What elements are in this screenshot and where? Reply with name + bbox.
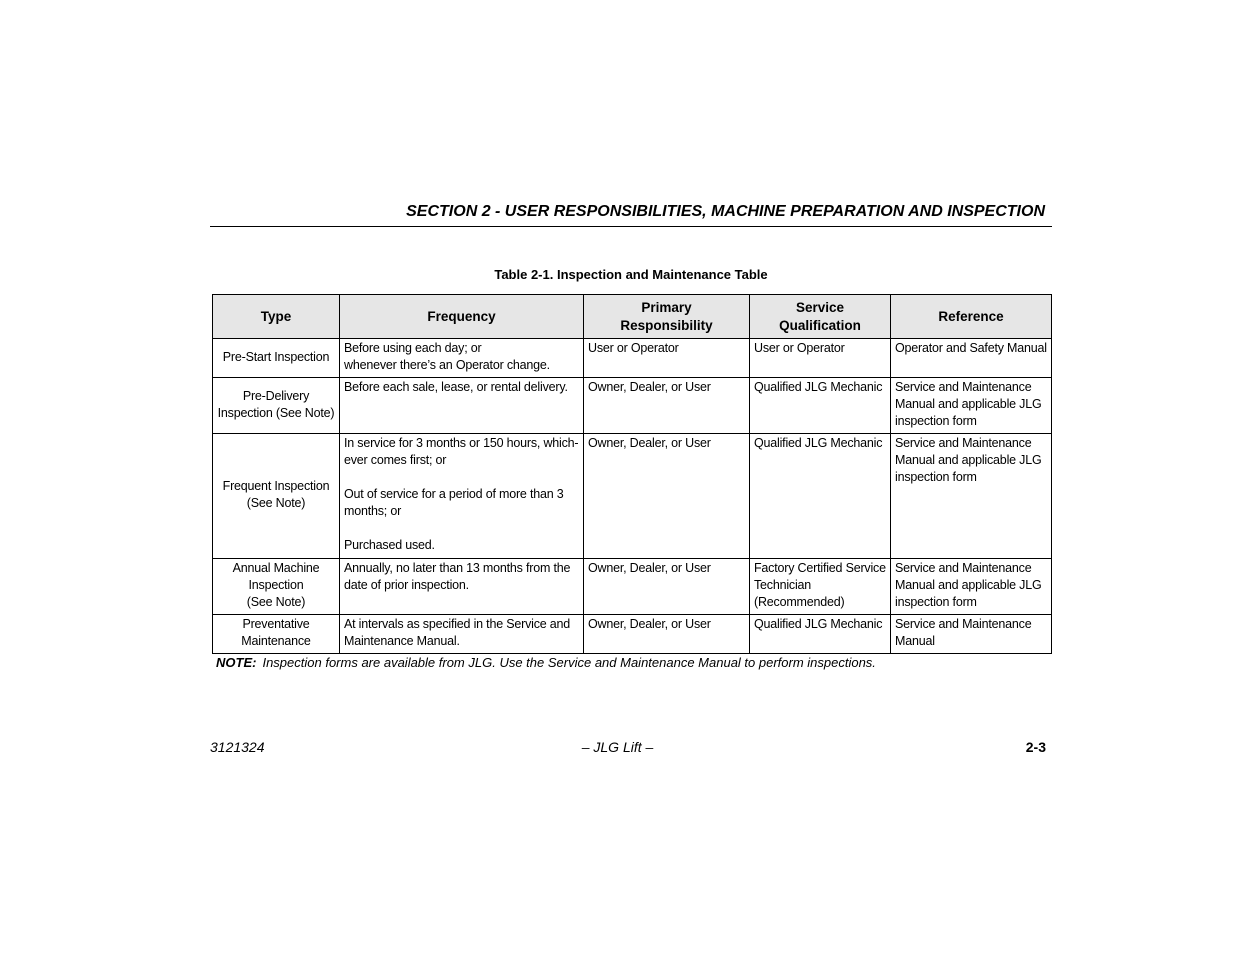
table-row	[213, 615, 1052, 654]
cell-type: Pre-Delivery Inspection (See Note)	[213, 378, 340, 434]
cell-reference: Service and Maintenance Manual and applicable JLG inspection form	[891, 559, 1052, 615]
cell-qualification: User or Operator	[750, 339, 891, 378]
column-header-reference	[891, 295, 1052, 339]
column-header-label: Primary Responsibility	[620, 299, 713, 333]
table-header-row	[213, 295, 1052, 339]
column-header-label: Service Qualification	[779, 299, 861, 333]
column-header-frequency	[340, 295, 584, 339]
cell-type: Annual Machine Inspection (See Note)	[213, 559, 340, 615]
column-header-qualification	[750, 295, 891, 339]
cell-frequency: Before each sale, lease, or rental delivery.	[340, 378, 584, 434]
cell-qualification: Factory Certified Service Technician (Recommended)	[750, 559, 891, 615]
cell-reference: Service and Maintenance Manual	[891, 615, 1052, 654]
note-text: Inspection forms are available from JLG. Use the Service and Maintenance Manual to perform inspections.	[262, 655, 876, 670]
cell-responsibility: Owner, Dealer, or User	[584, 378, 750, 434]
table-row	[213, 559, 1052, 615]
table-caption: Table 2-1. Inspection and Maintenance Table	[494, 267, 768, 282]
column-header-label: Frequency	[427, 308, 496, 324]
table-row	[213, 434, 1052, 559]
cell-qualification: Qualified JLG Mechanic	[750, 434, 891, 559]
cell-frequency: At intervals as specified in the Service and Maintenance Manual.	[340, 615, 584, 654]
cell-reference: Operator and Safety Manual	[891, 339, 1052, 378]
table-row	[213, 339, 1052, 378]
column-header-responsibility	[584, 295, 750, 339]
note-label: NOTE:	[216, 655, 257, 670]
cell-reference: Service and Maintenance Manual and applicable JLG inspection form	[891, 434, 1052, 559]
cell-type: Pre-Start Inspection	[213, 339, 340, 378]
cell-qualification: Qualified JLG Mechanic	[750, 615, 891, 654]
cell-responsibility: Owner, Dealer, or User	[584, 434, 750, 559]
section-title: SECTION 2 - USER RESPONSIBILITIES, MACHINE PREPARATION AND INSPECTION	[406, 203, 1045, 220]
cell-reference: Service and Maintenance Manual and applicable JLG inspection form	[891, 378, 1052, 434]
cell-responsibility: Owner, Dealer, or User	[584, 615, 750, 654]
inspection-maintenance-table	[212, 294, 1052, 654]
cell-frequency: Annually, no later than 13 months from the date of prior inspection.	[340, 559, 584, 615]
column-header-type	[213, 295, 340, 339]
footer-doc-number: 3121324	[210, 739, 265, 755]
column-header-label: Reference	[938, 308, 1004, 324]
table-row	[213, 378, 1052, 434]
footer-center-text: – JLG Lift –	[581, 739, 654, 755]
cell-responsibility: User or Operator	[584, 339, 750, 378]
table-note	[216, 655, 876, 670]
cell-frequency: Before using each day; or whenever there’s an Operator change.	[340, 339, 584, 378]
cell-type: Preventative Maintenance	[213, 615, 340, 654]
footer-page-number: 2-3	[1025, 739, 1046, 755]
column-header-label: Type	[260, 308, 292, 324]
section-header	[210, 200, 1052, 227]
cell-frequency: In service for 3 months or 150 hours, which- ever comes first; or Out of service for a period of more than 3 months; or Purchased used.	[340, 434, 584, 559]
cell-responsibility: Owner, Dealer, or User	[584, 559, 750, 615]
cell-type: Frequent Inspection (See Note)	[213, 434, 340, 559]
cell-qualification: Qualified JLG Mechanic	[750, 378, 891, 434]
